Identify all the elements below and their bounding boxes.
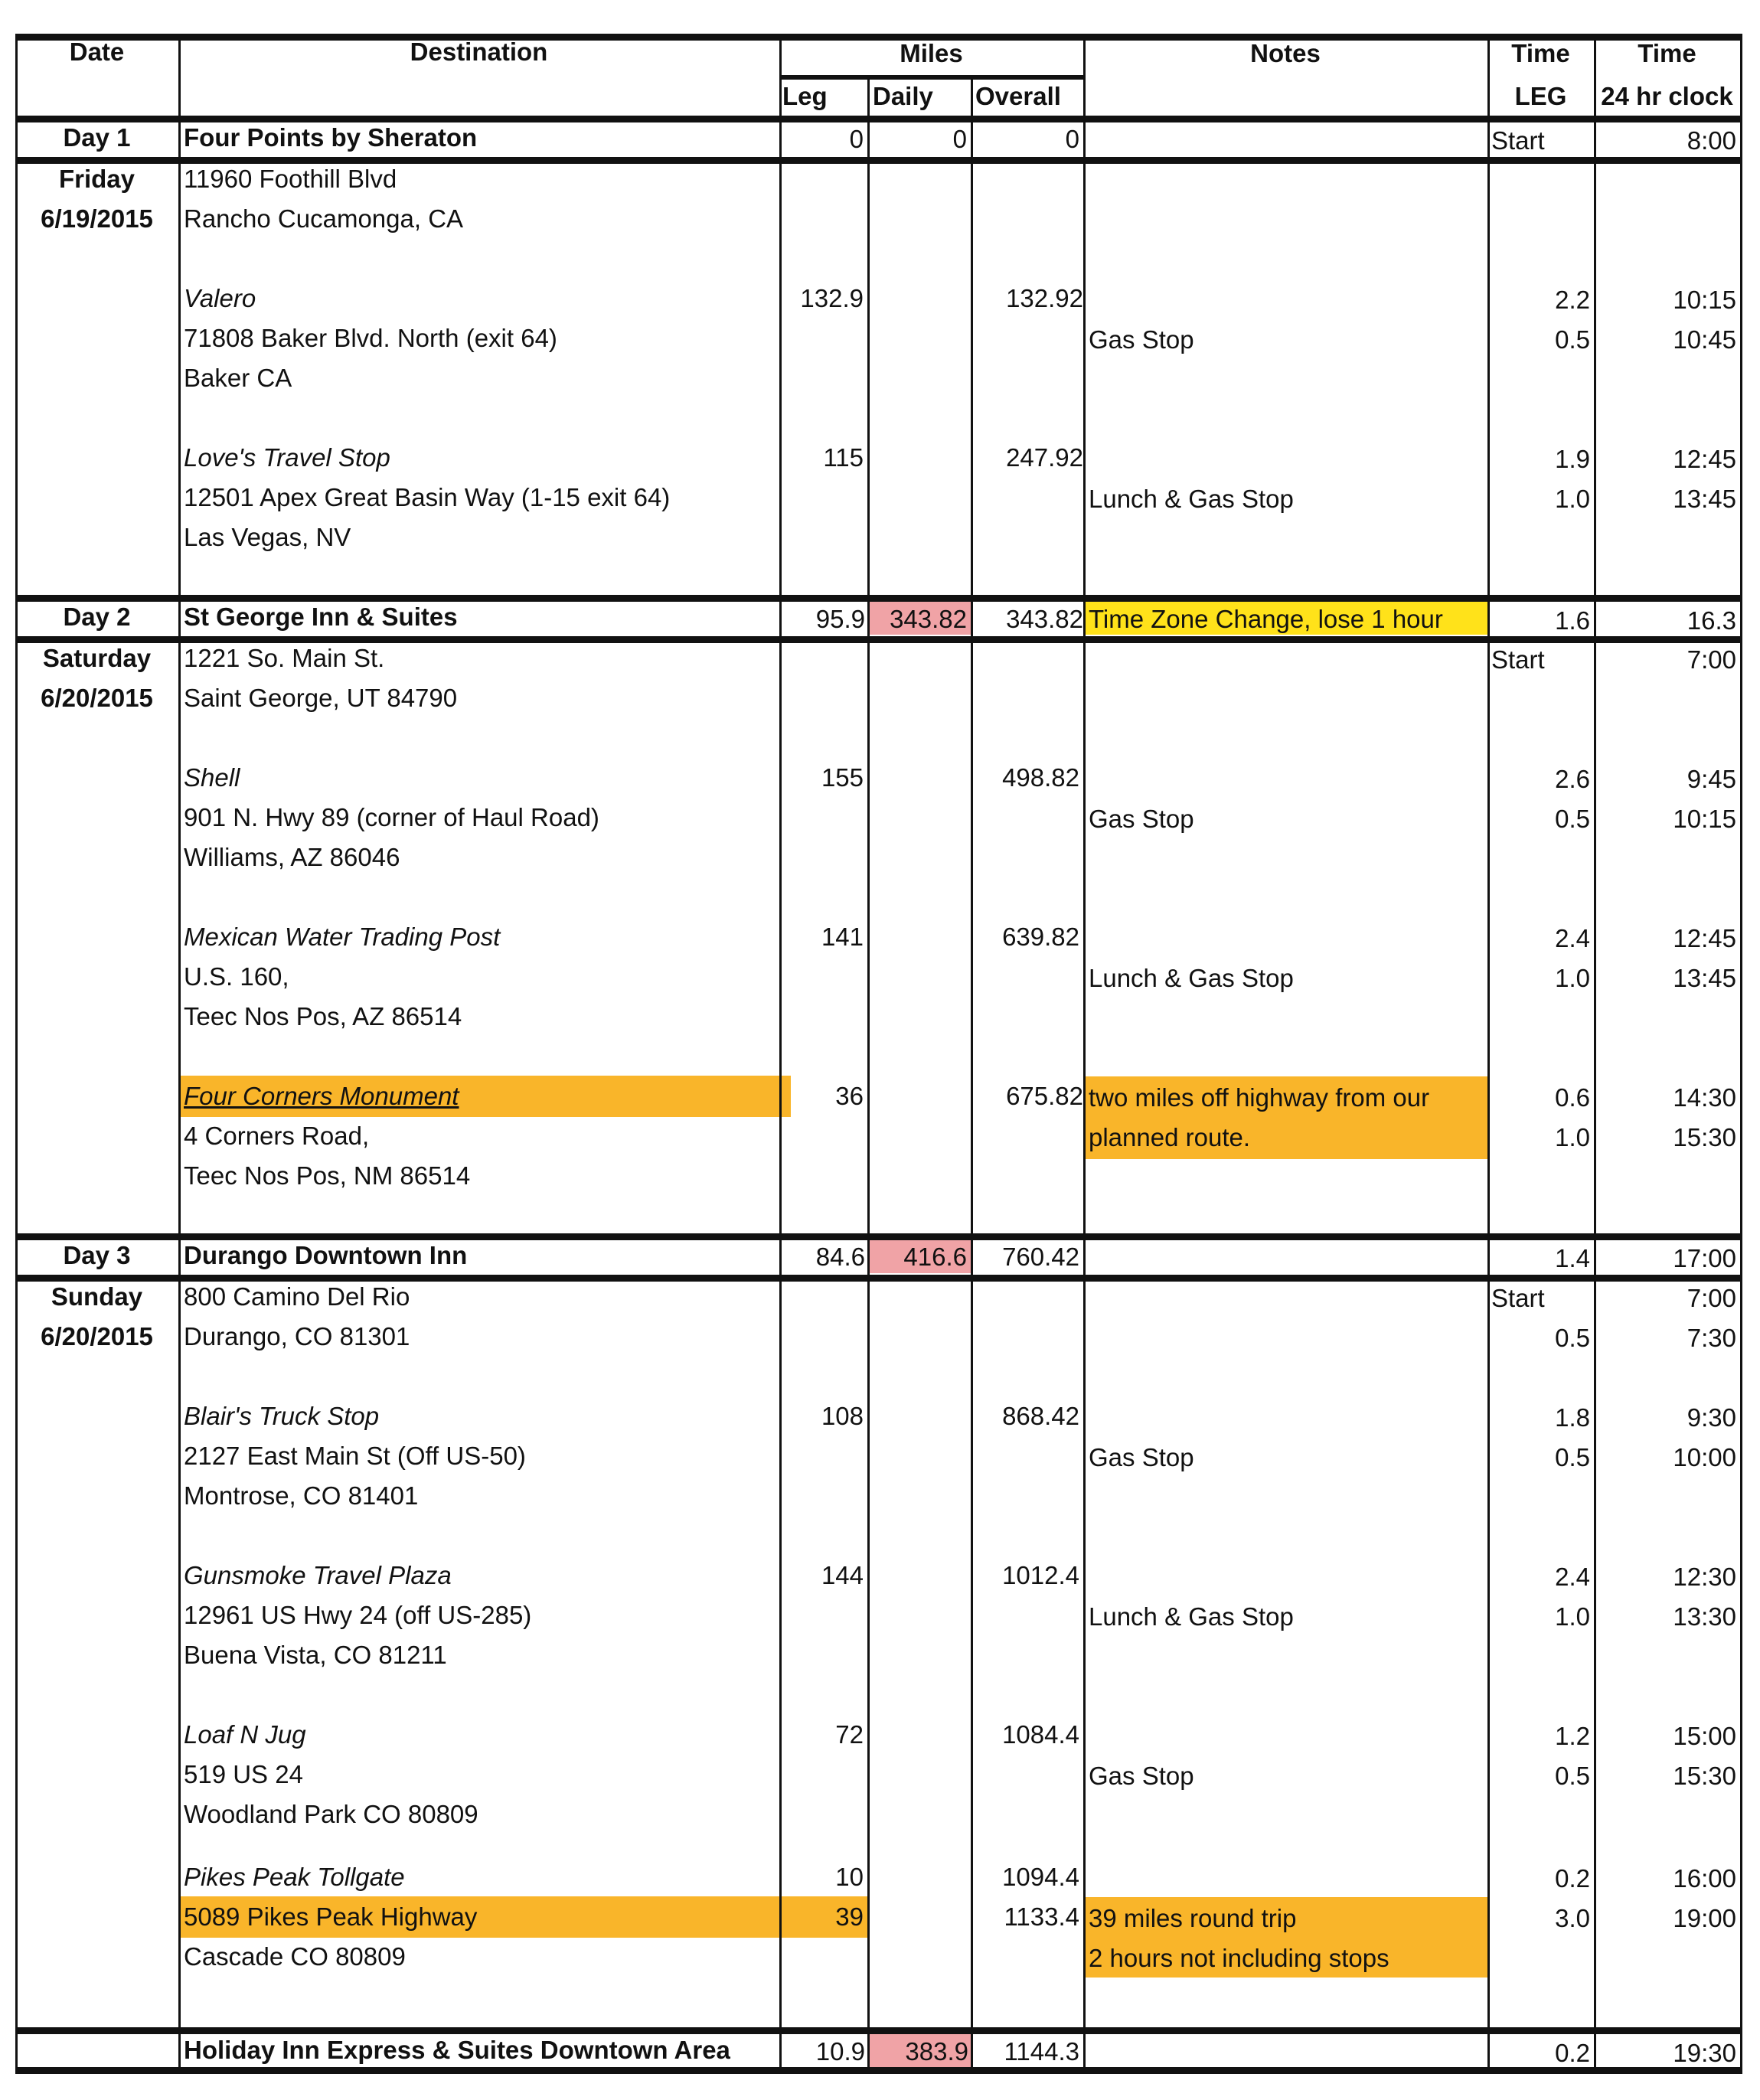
border-day2-bottom (15, 636, 1742, 643)
itinerary-table (15, 34, 1742, 2072)
stop-name: Love's Travel Stop (184, 443, 390, 472)
stop-time-leg-arrive: 0.6 (1555, 1083, 1590, 1112)
stop-clock-arrive: 9:30 (1687, 1403, 1736, 1432)
vline-daily (971, 77, 973, 2074)
stop-note: Gas Stop (1089, 805, 1194, 833)
stop-clock-depart: 10:15 (1673, 805, 1736, 833)
final-clock: 19:30 (1673, 2039, 1736, 2067)
stop-leg: 144 (821, 1561, 864, 1589)
day2-date: 6/20/2015 (41, 684, 153, 712)
day2-overall: 343.82 (1006, 605, 1083, 633)
stop-time-leg-arrive: 2.2 (1555, 286, 1590, 314)
day3-hotel: Durango Downtown Inn (184, 1241, 468, 1269)
stop-note-line1: 39 miles round trip (1089, 1904, 1297, 1932)
stop-overall: 868.42 (1002, 1402, 1079, 1430)
stop-clock-arrive: 14:30 (1673, 1083, 1736, 1112)
stop-note-line1: two miles off highway from our (1089, 1083, 1430, 1112)
border-day1 (15, 157, 1742, 164)
stop-clock-depart: 13:45 (1673, 964, 1736, 992)
border-header (15, 116, 1742, 122)
day3-overall: 760.42 (1002, 1243, 1079, 1271)
stop-clock-depart: 19:00 (1673, 1904, 1736, 1932)
stop-overall-2: 1133.4 (1004, 1902, 1079, 1931)
day3-date: 6/20/2015 (41, 1322, 153, 1350)
final-time-leg: 0.2 (1555, 2039, 1590, 2067)
day2-label: Day 2 (63, 603, 131, 631)
stop-name: Loaf N Jug (184, 1720, 306, 1749)
stop-addr1: 901 N. Hwy 89 (corner of Haul Road) (184, 803, 599, 831)
stop-time-leg-depart: 0.5 (1555, 325, 1590, 354)
stop-overall: 498.82 (1002, 763, 1079, 792)
stop-addr2: Las Vegas, NV (184, 523, 351, 551)
stop-time-leg-depart: 1.0 (1555, 1602, 1590, 1631)
header-time-leg-1: Time (1511, 39, 1570, 67)
day3-start: Start (1491, 1284, 1545, 1312)
day3-start-clock-2: 7:30 (1687, 1324, 1736, 1352)
stop-addr2: Teec Nos Pos, AZ 86514 (184, 1002, 462, 1030)
stop-addr1: 4 Corners Road, (184, 1122, 370, 1150)
vline-left (15, 34, 18, 2074)
stop-note: Gas Stop (1089, 325, 1194, 354)
stop-note: Lunch & Gas Stop (1089, 485, 1294, 513)
day3-clock: 17:00 (1673, 1244, 1736, 1272)
stop-name: Pikes Peak Tollgate (184, 1863, 405, 1891)
header-time-leg-2: LEG (1514, 82, 1567, 110)
stop-time-leg-depart: 0.5 (1555, 805, 1590, 833)
header-time-clock-1: Time (1638, 39, 1696, 67)
stop-addr1: 12961 US Hwy 24 (off US-285) (184, 1601, 532, 1629)
final-overall: 1144.3 (1004, 2037, 1079, 2066)
stop-time-leg-depart: 0.5 (1555, 1762, 1590, 1790)
stop-note: Gas Stop (1089, 1762, 1194, 1790)
stop-leg: 155 (821, 763, 864, 792)
stop-name: Shell (184, 763, 240, 792)
day1-addr2: Rancho Cucamonga, CA (184, 204, 464, 233)
day3-time-leg: 1.4 (1555, 1244, 1590, 1272)
stop-leg: 132.9 (800, 284, 864, 312)
day3-label: Day 3 (63, 1241, 131, 1269)
stop-addr1: 71808 Baker Blvd. North (exit 64) (184, 324, 557, 352)
stop-clock-depart: 13:30 (1673, 1602, 1736, 1631)
day1-overall: 0 (1065, 125, 1079, 153)
stop-clock-arrive: 15:00 (1673, 1722, 1736, 1750)
day1-hotel: Four Points by Sheraton (184, 123, 478, 152)
stop-clock-depart: 13:45 (1673, 485, 1736, 513)
vline-right (1740, 34, 1742, 2074)
stop-clock-depart: 15:30 (1673, 1762, 1736, 1790)
stop-overall: 132.92 (1006, 284, 1083, 312)
stop-addr1: U.S. 160, (184, 962, 289, 991)
day1-clock: 8:00 (1687, 126, 1736, 155)
stop-note: Gas Stop (1089, 1443, 1194, 1471)
border-day3-top (15, 1233, 1742, 1240)
header-notes: Notes (1250, 39, 1321, 67)
stop-name: Gunsmoke Travel Plaza (184, 1561, 452, 1589)
stop-note-line2: 2 hours not including stops (1089, 1944, 1389, 1972)
header-daily: Daily (873, 82, 933, 110)
vline-dest (779, 34, 782, 2074)
day3-start-clock: 7:00 (1687, 1284, 1736, 1312)
day2-leg: 95.9 (815, 605, 865, 633)
day2-addr2: Saint George, UT 84790 (184, 684, 458, 712)
stop-addr2: Cascade CO 80809 (184, 1942, 406, 1971)
stop-time-leg-arrive: 2.4 (1555, 1563, 1590, 1591)
stop-addr1: 5089 Pikes Peak Highway (184, 1902, 478, 1931)
stop-addr2: Teec Nos Pos, NM 86514 (184, 1161, 471, 1190)
day3-leg: 84.6 (815, 1243, 865, 1271)
stop-name: Valero (184, 284, 256, 312)
stop-time-leg-arrive: 2.6 (1555, 765, 1590, 793)
day1-time-leg: Start (1491, 126, 1545, 155)
stop-time-leg-depart: 1.0 (1555, 964, 1590, 992)
day2-weekday: Saturday (42, 644, 152, 672)
stop-note: Lunch & Gas Stop (1089, 1602, 1294, 1631)
stop-time-leg-depart: 3.0 (1555, 1904, 1590, 1932)
stop-addr2: Montrose, CO 81401 (184, 1481, 419, 1510)
stop-clock-depart: 15:30 (1673, 1123, 1736, 1151)
border-final-top (15, 2027, 1742, 2034)
day2-start-clock: 7:00 (1687, 645, 1736, 674)
day2-time-leg: 1.6 (1555, 606, 1590, 635)
day1-daily: 0 (952, 125, 967, 153)
stop-leg: 10 (835, 1863, 864, 1891)
stop-clock-arrive: 12:45 (1673, 924, 1736, 952)
day3-start-time-leg-2: 0.5 (1555, 1324, 1590, 1352)
border-day2-top (15, 595, 1742, 602)
stop-leg: 115 (823, 443, 864, 472)
day2-addr1: 1221 So. Main St. (184, 644, 385, 672)
stop-overall: 247.92 (1006, 443, 1083, 472)
day2-hotel: St George Inn & Suites (184, 603, 458, 631)
stop-addr2: Williams, AZ 86046 (184, 843, 400, 871)
stop-addr1: 2127 East Main St (Off US-50) (184, 1442, 526, 1470)
stop-addr2: Buena Vista, CO 81211 (184, 1641, 447, 1669)
stop-overall: 1094.4 (1002, 1863, 1079, 1891)
stop-leg-2: 39 (835, 1902, 864, 1931)
stop-clock-arrive: 12:45 (1673, 445, 1736, 473)
stop-overall: 639.82 (1002, 923, 1079, 951)
stop-time-leg-arrive: 1.8 (1555, 1403, 1590, 1432)
stop-name: Blair's Truck Stop (184, 1402, 380, 1430)
header-date: Date (69, 38, 125, 66)
stop-clock-arrive: 16:00 (1673, 1864, 1736, 1893)
stop-leg: 141 (821, 923, 864, 951)
stop-clock-arrive: 12:30 (1673, 1563, 1736, 1591)
stop-addr1: 12501 Apex Great Basin Way (1-15 exit 64) (184, 483, 671, 511)
day3-addr2: Durango, CO 81301 (184, 1322, 410, 1350)
stop-leg: 72 (835, 1720, 864, 1749)
stop-overall: 1084.4 (1002, 1720, 1079, 1749)
stop-leg: 36 (835, 1082, 864, 1110)
day1-leg: 0 (849, 125, 864, 153)
stop-name: Four Corners Monument (184, 1082, 459, 1110)
border-day3-bottom (15, 1275, 1742, 1282)
day3-weekday: Sunday (51, 1282, 143, 1311)
final-daily: 383.9 (905, 2037, 968, 2066)
header-miles: Miles (900, 39, 963, 67)
stop-addr2: Baker CA (184, 364, 292, 392)
vline-overall (1083, 34, 1086, 2074)
day2-daily: 343.82 (890, 605, 967, 633)
stop-addr1: 519 US 24 (184, 1760, 303, 1788)
day2-start: Start (1491, 645, 1545, 674)
stop-addr2: Woodland Park CO 80809 (184, 1800, 478, 1828)
stop-note: Lunch & Gas Stop (1089, 964, 1294, 992)
stop-time-leg-arrive: 0.2 (1555, 1864, 1590, 1893)
day1-date: 6/19/2015 (41, 204, 153, 233)
header-time-clock-2: 24 hr clock (1601, 82, 1733, 110)
header-destination: Destination (410, 38, 548, 66)
day2-note: Time Zone Change, lose 1 hour (1089, 605, 1443, 633)
stop-time-leg-arrive: 1.9 (1555, 445, 1590, 473)
header-leg: Leg (782, 82, 828, 110)
stop-clock-arrive: 9:45 (1687, 765, 1736, 793)
stop-clock-arrive: 10:15 (1673, 286, 1736, 314)
day1-label: Day 1 (63, 123, 131, 152)
border-bottom (15, 2067, 1742, 2074)
day3-addr1: 800 Camino Del Rio (184, 1282, 410, 1311)
vline-leg (867, 77, 870, 2074)
stop-note-line2: planned route. (1089, 1123, 1251, 1151)
stop-overall: 1012.4 (1002, 1561, 1079, 1589)
stop-time-leg-arrive: 1.2 (1555, 1722, 1590, 1750)
vline-date (178, 34, 181, 2074)
stop-clock-depart: 10:45 (1673, 325, 1736, 354)
stop-name: Mexican Water Trading Post (184, 923, 501, 951)
stop-overall: 675.82 (1006, 1082, 1083, 1110)
day1-weekday: Friday (58, 165, 136, 193)
stop-leg: 108 (821, 1402, 864, 1430)
stop-time-leg-depart: 1.0 (1555, 1123, 1590, 1151)
stop-clock-depart: 10:00 (1673, 1443, 1736, 1471)
final-leg: 10.9 (815, 2037, 865, 2066)
stop-time-leg-depart: 0.5 (1555, 1443, 1590, 1471)
header-overall: Overall (975, 82, 1061, 110)
day2-clock: 16.3 (1687, 606, 1736, 635)
border-miles-sub (779, 75, 1083, 80)
stop-time-leg-depart: 1.0 (1555, 485, 1590, 513)
final-hotel: Holiday Inn Express & Suites Downtown Area (184, 2036, 730, 2064)
day3-daily: 416.6 (903, 1243, 967, 1271)
stop-time-leg-arrive: 2.4 (1555, 924, 1590, 952)
day1-addr1: 11960 Foothill Blvd (184, 165, 397, 193)
